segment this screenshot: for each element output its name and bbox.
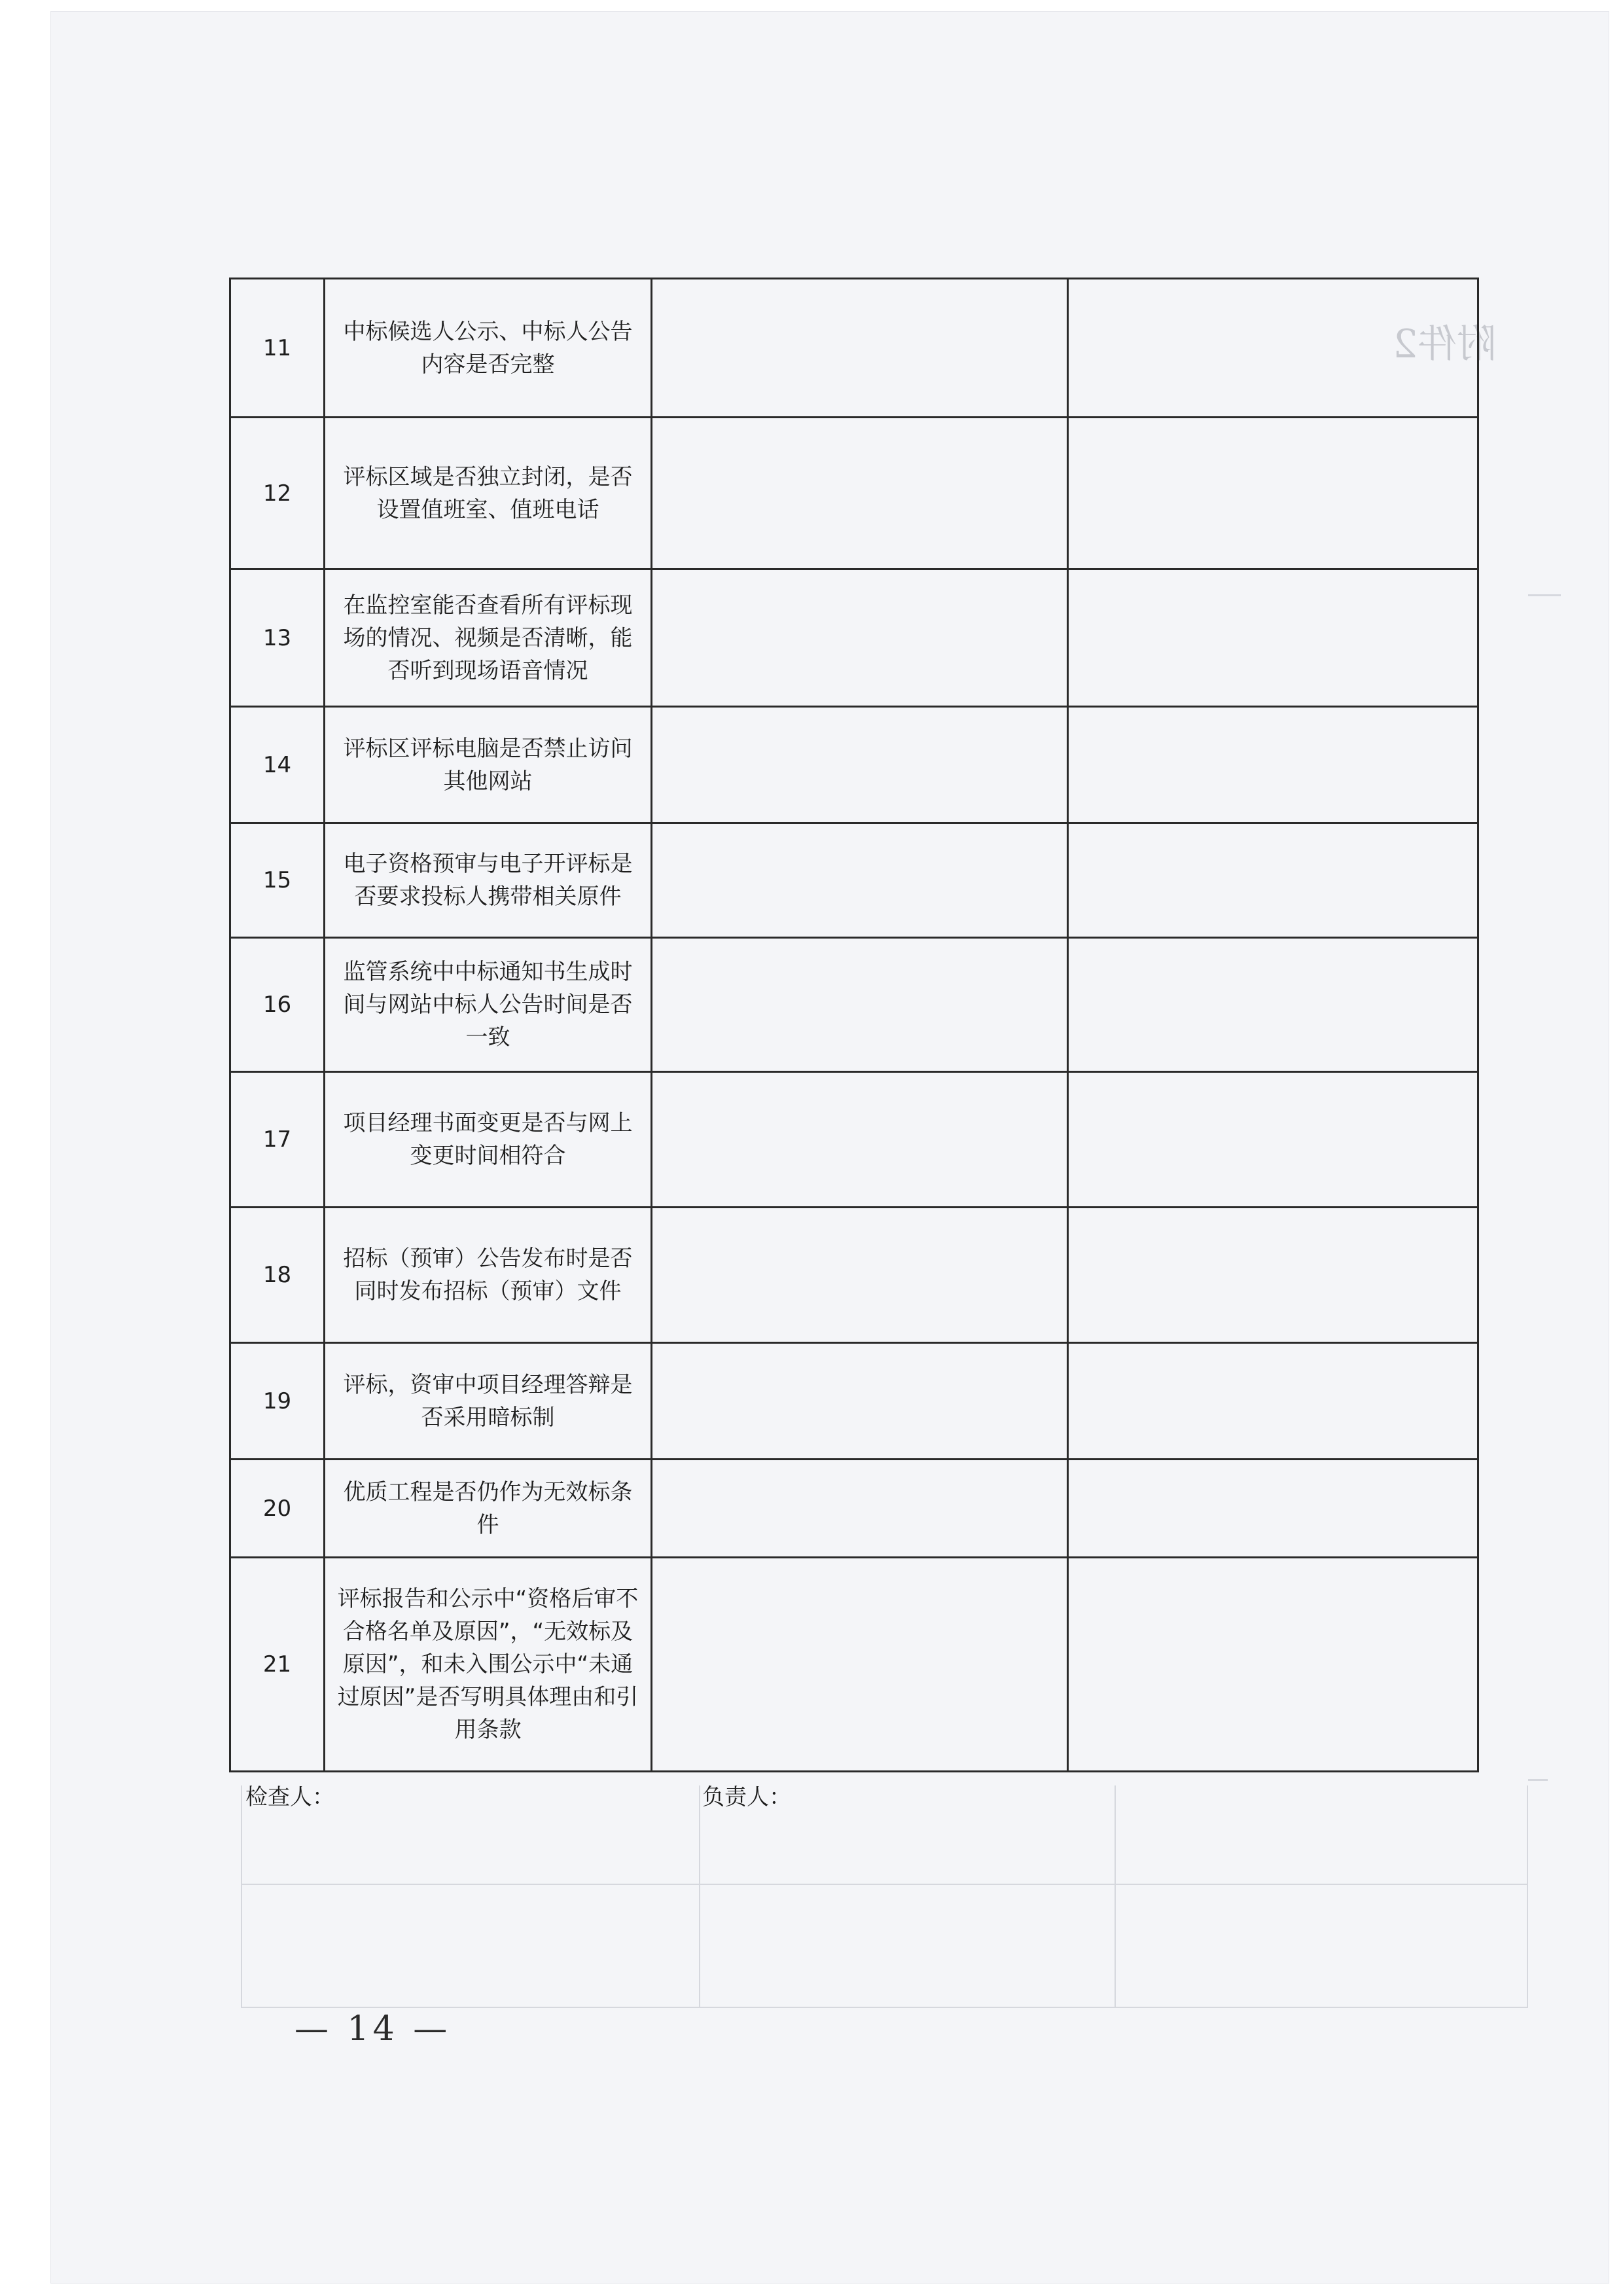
table-row [230, 418, 1478, 569]
check-result-cell [652, 279, 1068, 418]
check-result-cell [652, 1558, 1068, 1772]
check-item: 监管系统中中标通知书生成时间与网站中标人公告时间是否一致 [325, 938, 652, 1072]
check-item: 电子资格预审与电子开评标是否要求投标人携带相关原件 [325, 823, 652, 938]
remarks-cell [1068, 1343, 1478, 1460]
checklist-table [229, 278, 1479, 1772]
table-row [230, 1343, 1478, 1460]
remarks-cell [1068, 1460, 1478, 1558]
remarks-cell [1068, 938, 1478, 1072]
table-row [230, 279, 1478, 418]
check-item: 评标，资审中项目经理答辩是否采用暗标制 [325, 1343, 652, 1460]
show-through-rule [1527, 1785, 1528, 2008]
show-through-rule [699, 1785, 700, 2008]
row-number: 20 [230, 1460, 325, 1558]
row-number: 13 [230, 569, 325, 707]
check-result-cell [652, 418, 1068, 569]
show-through-rule [1528, 1779, 1548, 1781]
row-number: 19 [230, 1343, 325, 1460]
remarks-cell [1068, 823, 1478, 938]
show-through-rule [241, 1884, 1528, 1885]
table-row [230, 1558, 1478, 1772]
check-result-cell [652, 938, 1068, 1072]
remarks-cell [1068, 707, 1478, 823]
check-result-cell [652, 1460, 1068, 1558]
inspector-signature-label: 检查人： [245, 1784, 334, 1810]
row-number: 16 [230, 938, 325, 1072]
table-row [230, 1208, 1478, 1343]
check-item: 项目经理书面变更是否与网上变更时间相符合 [325, 1072, 652, 1208]
row-number: 18 [230, 1208, 325, 1343]
row-number: 17 [230, 1072, 325, 1208]
show-through-rule [1115, 1785, 1116, 2008]
check-item: 招标（预审）公告发布时是否同时发布招标（预审）文件 [325, 1208, 652, 1343]
check-item: 评标区域是否独立封闭，是否设置值班室、值班电话 [325, 418, 652, 569]
table-row [230, 707, 1478, 823]
show-through-rule [241, 2007, 1528, 2008]
show-through-heading: 附件2 [1393, 321, 1497, 367]
table-row [230, 938, 1478, 1072]
show-through-rule [1528, 594, 1561, 596]
remarks-cell [1068, 418, 1478, 569]
remarks-cell [1068, 569, 1478, 707]
row-number: 12 [230, 418, 325, 569]
table-row [230, 823, 1478, 938]
check-item: 中标候选人公示、中标人公告内容是否完整 [325, 279, 652, 418]
check-result-cell [652, 569, 1068, 707]
remarks-cell [1068, 1558, 1478, 1772]
check-item: 在监控室能否查看所有评标现场的情况、视频是否清晰，能否听到现场语音情况 [325, 569, 652, 707]
row-number: 15 [230, 823, 325, 938]
table-row [230, 1460, 1478, 1558]
remarks-cell [1068, 1072, 1478, 1208]
check-item: 优质工程是否仍作为无效标条件 [325, 1460, 652, 1558]
check-result-cell [652, 707, 1068, 823]
check-result-cell [652, 1343, 1068, 1460]
check-item: 评标区评标电脑是否禁止访问其他网站 [325, 707, 652, 823]
check-result-cell [652, 1072, 1068, 1208]
row-number: 14 [230, 707, 325, 823]
check-result-cell [652, 1208, 1068, 1343]
row-number: 21 [230, 1558, 325, 1772]
check-result-cell [652, 823, 1068, 938]
show-through-rule [241, 1785, 242, 2008]
remarks-cell [1068, 279, 1478, 418]
table-row [230, 569, 1478, 707]
table-row [230, 1072, 1478, 1208]
remarks-cell [1068, 1208, 1478, 1343]
row-number: 11 [230, 279, 325, 418]
manager-signature-label: 负责人： [702, 1784, 791, 1810]
check-item: 评标报告和公示中“资格后审不合格名单及原因”，“无效标及原因”，和未入围公示中“未通过原因”是否写明具体理由和引用条款 [325, 1558, 652, 1772]
page-number: — 14 — [294, 2009, 452, 2049]
